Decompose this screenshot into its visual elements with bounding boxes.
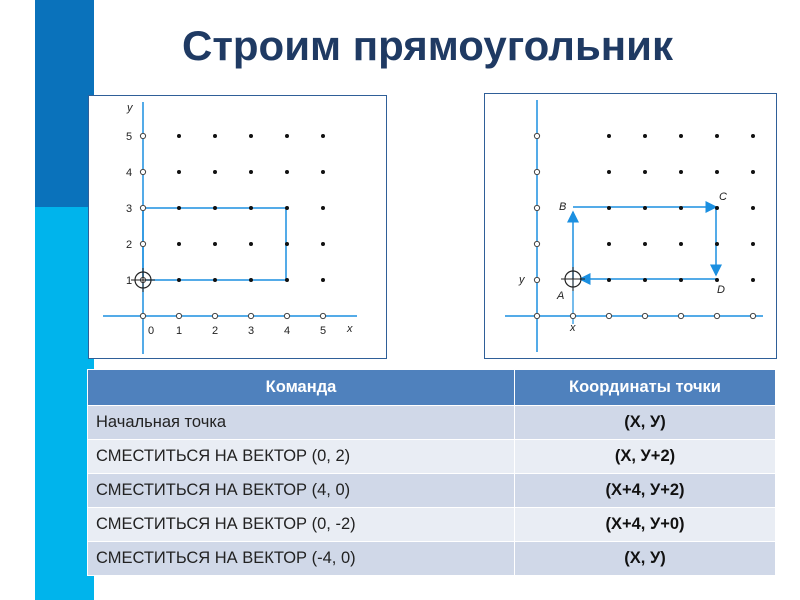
grid-dot xyxy=(715,134,719,138)
grid-dot xyxy=(679,278,683,282)
grid-dot xyxy=(285,278,289,282)
table-row xyxy=(88,508,776,542)
grid-dot xyxy=(177,278,181,282)
left-grid-dots xyxy=(140,133,325,318)
y-axis-point xyxy=(534,205,539,210)
header-coords: Координаты точки xyxy=(515,370,776,406)
grid-dot xyxy=(213,170,217,174)
left-coordinate-grid xyxy=(89,96,386,358)
x-axis-point xyxy=(714,313,719,318)
x-axis-point xyxy=(212,313,217,318)
grid-dot xyxy=(321,278,325,282)
grid-dot xyxy=(321,134,325,138)
grid-dot xyxy=(643,170,647,174)
page-title: Строим прямоугольник xyxy=(182,22,673,69)
x-axis-point xyxy=(284,313,289,318)
x-axis-point xyxy=(320,313,325,318)
y-axis-point xyxy=(534,241,539,246)
grid-dot xyxy=(177,206,181,210)
origin-point xyxy=(140,313,145,318)
x-tick-label: 5 xyxy=(319,325,327,337)
right-y-axis-label: y xyxy=(519,274,525,286)
grid-dot xyxy=(249,206,253,210)
command-table xyxy=(87,369,776,576)
grid-dot xyxy=(715,278,719,282)
grid-dot xyxy=(321,242,325,246)
row-coords: (X+4, У+2) xyxy=(515,474,776,508)
y-tick-label: 3 xyxy=(125,203,133,215)
y-axis-point xyxy=(534,133,539,138)
grid-dot xyxy=(751,134,755,138)
grid-dot xyxy=(607,134,611,138)
grid-dot xyxy=(249,242,253,246)
grid-dot xyxy=(607,170,611,174)
grid-dot xyxy=(751,206,755,210)
row-coords: (X, У) xyxy=(515,406,776,440)
grid-dot xyxy=(643,242,647,246)
y-tick-label: 5 xyxy=(125,131,133,143)
grid-dot xyxy=(177,170,181,174)
x-axis-point xyxy=(570,313,575,318)
grid-dot xyxy=(679,134,683,138)
right-point-d-label: D xyxy=(717,284,725,296)
table-row xyxy=(88,406,776,440)
x-axis-point xyxy=(248,313,253,318)
grid-dot xyxy=(213,242,217,246)
row-command: СМЕСТИТЬСЯ НА ВЕКТОР (-4, 0) xyxy=(88,542,515,576)
right-point-c-label: C xyxy=(719,191,727,203)
grid-dot xyxy=(751,278,755,282)
grid-dot xyxy=(177,242,181,246)
x-axis-point xyxy=(750,313,755,318)
grid-dot xyxy=(751,242,755,246)
row-command: СМЕСТИТЬСЯ НА ВЕКТОР (0, -2) xyxy=(88,508,515,542)
left-plot-panel xyxy=(88,95,387,359)
grid-dot xyxy=(607,278,611,282)
grid-dot xyxy=(607,242,611,246)
grid-dot xyxy=(177,134,181,138)
row-command: СМЕСТИТЬСЯ НА ВЕКТОР (0, 2) xyxy=(88,440,515,474)
y-axis-point xyxy=(140,133,145,138)
grid-dot xyxy=(249,170,253,174)
grid-dot xyxy=(285,242,289,246)
table-row xyxy=(88,474,776,508)
right-coordinate-grid xyxy=(485,94,776,358)
grid-dot xyxy=(715,206,719,210)
grid-dot xyxy=(643,278,647,282)
table-row xyxy=(88,542,776,576)
row-coords: (X+4, У+0) xyxy=(515,508,776,542)
x-tick-label: 1 xyxy=(175,325,183,337)
decor-stripe-light xyxy=(35,207,94,600)
grid-dot xyxy=(285,206,289,210)
x-tick-label: 3 xyxy=(247,325,255,337)
y-axis-point xyxy=(534,169,539,174)
right-point-a-label: A xyxy=(557,290,565,302)
row-coords: (X, У) xyxy=(515,542,776,576)
grid-dot xyxy=(715,242,719,246)
x-axis-point xyxy=(176,313,181,318)
grid-dot xyxy=(321,206,325,210)
header-command: Команда xyxy=(88,370,515,406)
x-axis-point xyxy=(606,313,611,318)
y-axis-point xyxy=(140,241,145,246)
table-header-row xyxy=(88,370,776,406)
x-axis-point xyxy=(642,313,647,318)
grid-dot xyxy=(249,134,253,138)
x-tick-label: 4 xyxy=(283,325,291,337)
grid-dot xyxy=(679,170,683,174)
x-axis-point xyxy=(678,313,683,318)
y-tick-label: 1 xyxy=(125,275,133,287)
x-tick-label: 0 xyxy=(147,325,155,337)
grid-dot xyxy=(213,206,217,210)
table-row xyxy=(88,440,776,474)
grid-dot xyxy=(213,278,217,282)
right-point-b-label: B xyxy=(559,201,567,213)
y-axis-point xyxy=(534,277,539,282)
grid-dot xyxy=(679,206,683,210)
right-plot-panel xyxy=(484,93,777,359)
right-x-axis-label: x xyxy=(570,322,576,334)
grid-dot xyxy=(643,134,647,138)
left-x-axis-label: x xyxy=(347,323,353,335)
y-tick-label: 2 xyxy=(125,239,133,251)
origin-point xyxy=(534,313,539,318)
grid-dot xyxy=(679,242,683,246)
y-axis-point xyxy=(140,169,145,174)
row-coords: (X, У+2) xyxy=(515,440,776,474)
left-y-ticks xyxy=(126,131,132,287)
y-axis-point xyxy=(140,205,145,210)
grid-dot xyxy=(643,206,647,210)
grid-dot xyxy=(321,170,325,174)
left-x-ticks xyxy=(148,325,326,337)
grid-dot xyxy=(249,278,253,282)
left-y-axis-label: y xyxy=(127,102,133,114)
grid-dot xyxy=(285,170,289,174)
row-command: СМЕСТИТЬСЯ НА ВЕКТОР (4, 0) xyxy=(88,474,515,508)
x-tick-label: 2 xyxy=(211,325,219,337)
grid-dot xyxy=(607,206,611,210)
grid-dot xyxy=(213,134,217,138)
y-tick-label: 4 xyxy=(125,167,133,179)
grid-dot xyxy=(751,170,755,174)
grid-dot xyxy=(285,134,289,138)
grid-dot xyxy=(715,170,719,174)
row-command: Начальная точка xyxy=(88,406,515,440)
